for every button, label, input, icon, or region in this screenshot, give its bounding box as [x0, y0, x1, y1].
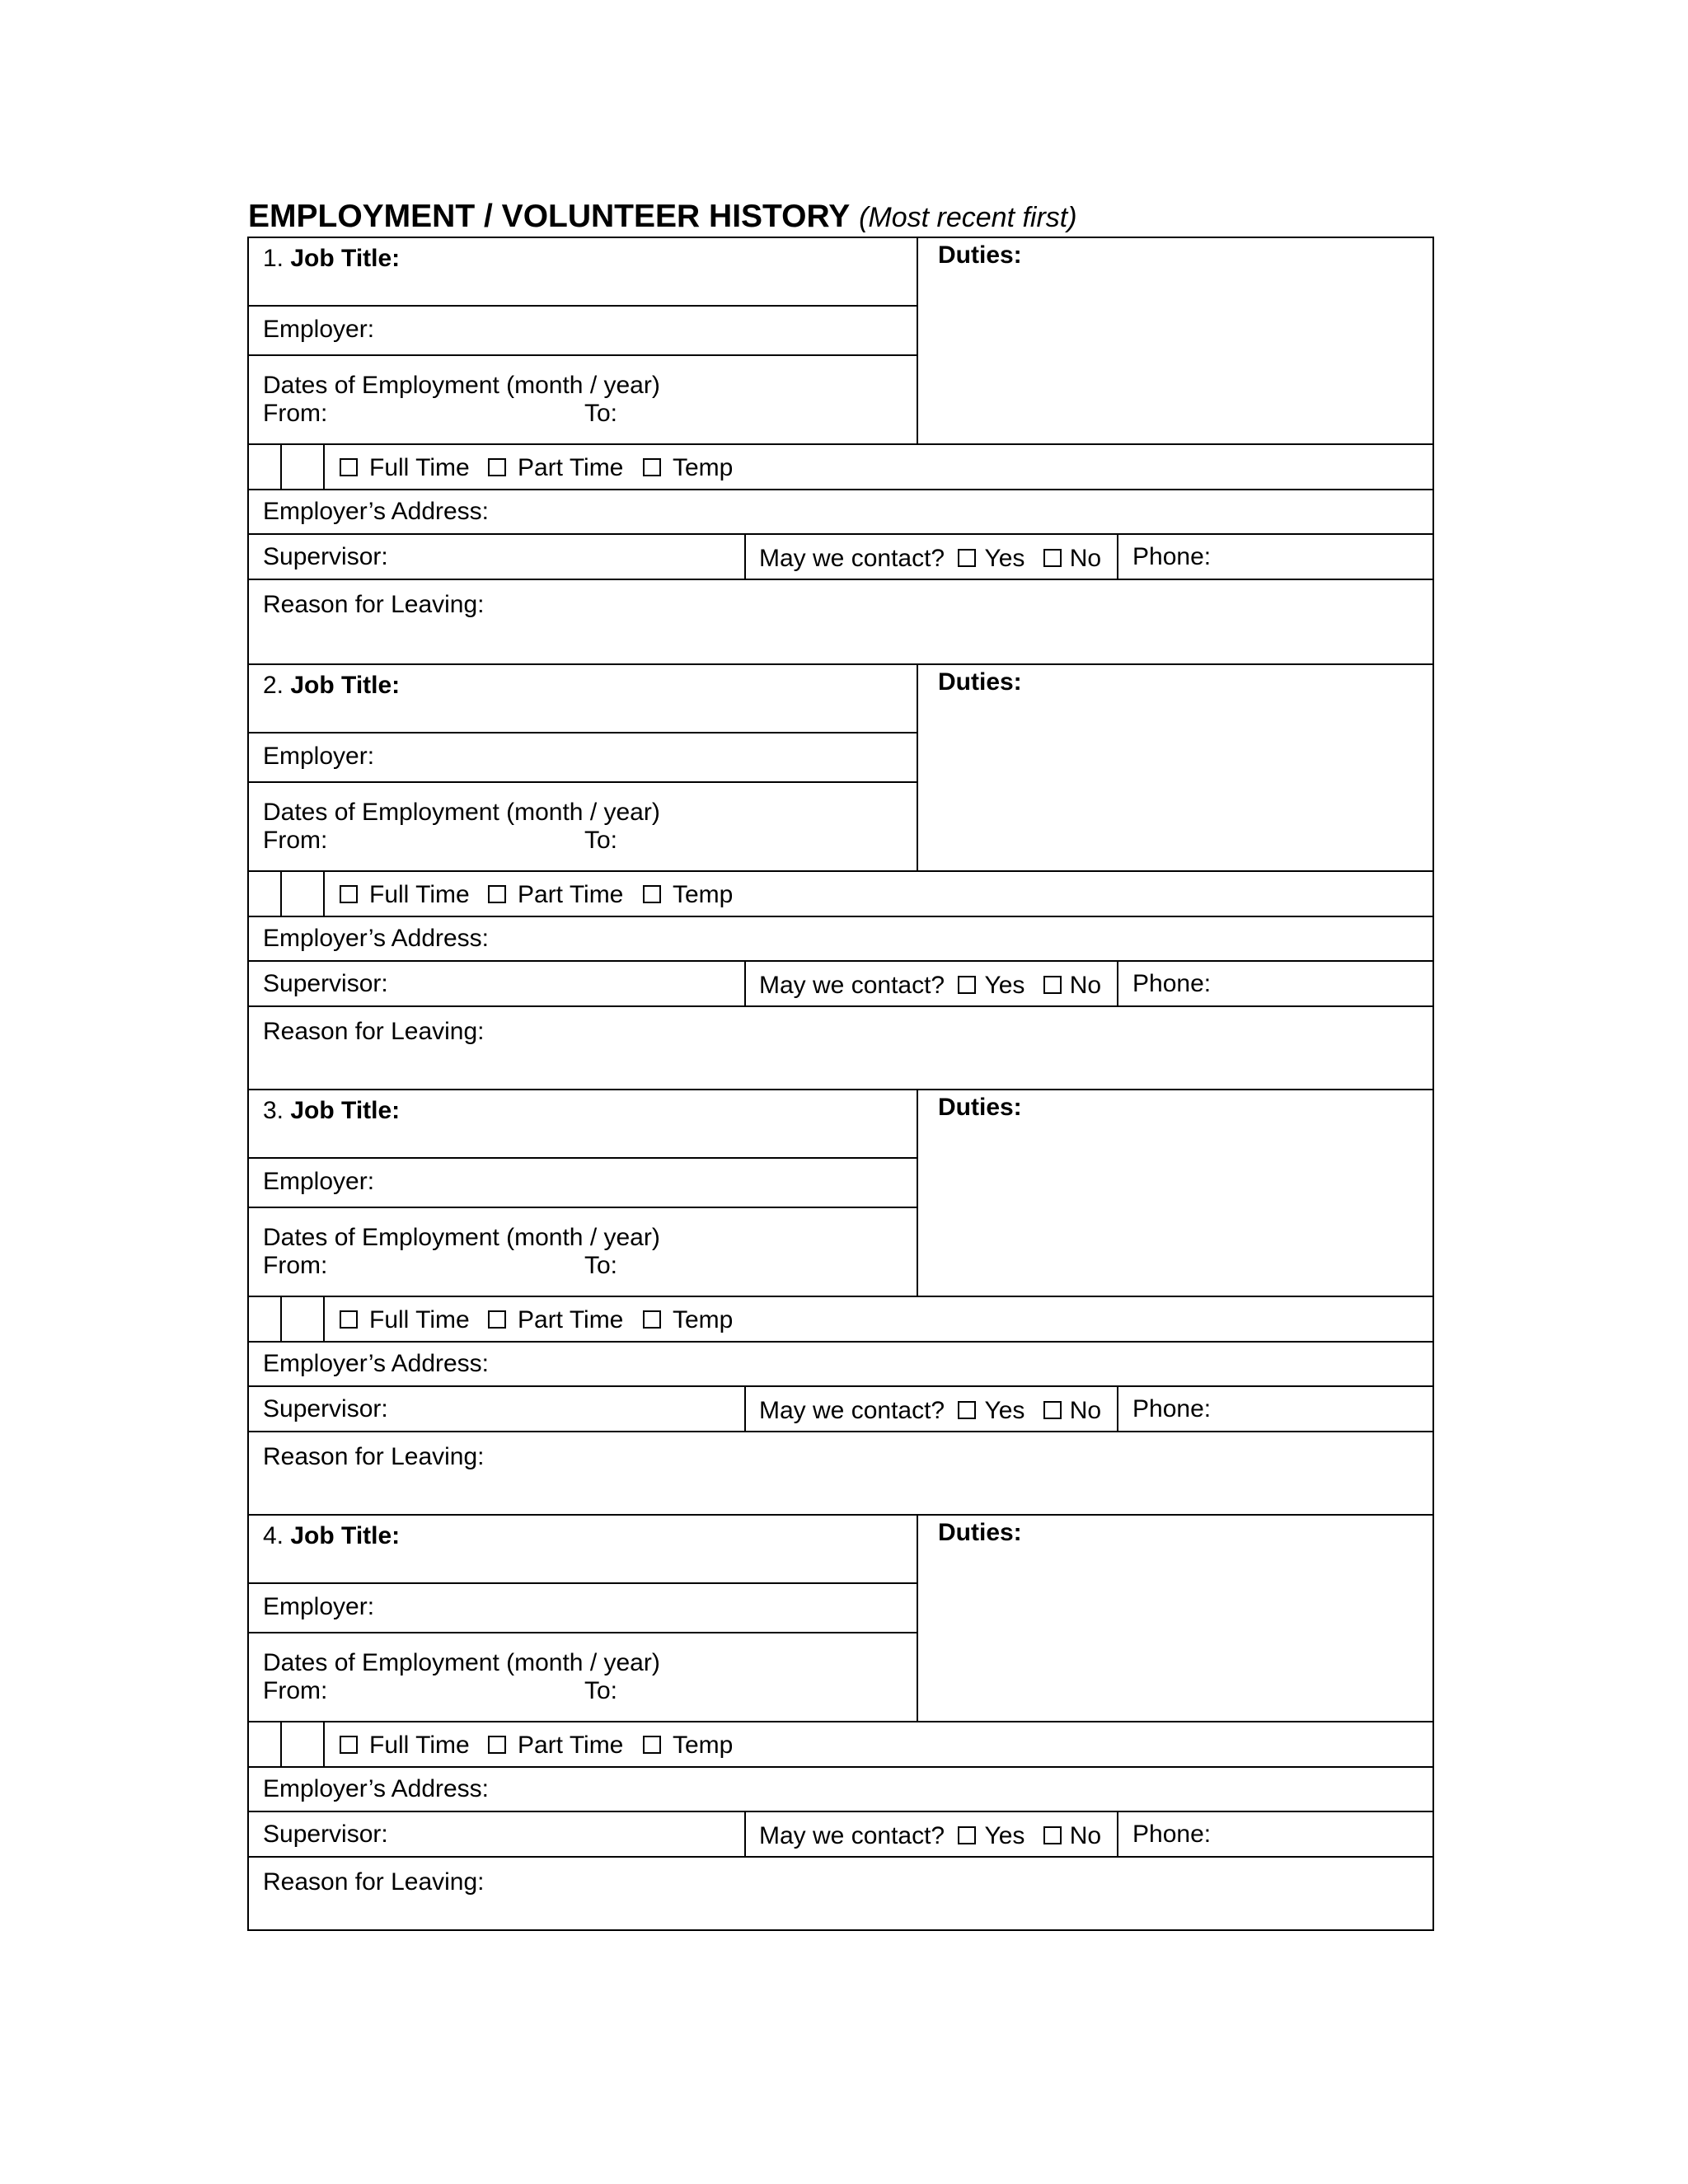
job-title-text: Job Title: — [290, 1097, 401, 1124]
may-contact-label: May we contact? — [759, 972, 945, 999]
full-time-checkbox[interactable] — [340, 885, 358, 903]
employer-address-label[interactable]: Employer’s Address: — [263, 1350, 490, 1377]
temp-checkbox[interactable] — [643, 885, 661, 903]
phone-label[interactable]: Phone: — [1132, 970, 1212, 997]
contact-no-label: No — [1069, 972, 1102, 999]
to-label[interactable]: To: — [584, 827, 618, 854]
part-time-option[interactable] — [488, 1732, 623, 1760]
contact-no-checkbox[interactable] — [1043, 549, 1062, 567]
part-time-checkbox[interactable] — [488, 458, 506, 476]
contact-yes-label: Yes — [984, 972, 1025, 999]
reason-for-leaving-label[interactable]: Reason for Leaving: — [263, 1868, 485, 1896]
part-time-checkbox[interactable] — [488, 1310, 506, 1329]
supervisor-label[interactable]: Supervisor: — [263, 1821, 388, 1848]
full-time-checkbox[interactable] — [340, 1736, 358, 1754]
job-title-label[interactable] — [263, 1097, 400, 1125]
from-label[interactable]: From: — [263, 1252, 328, 1279]
temp-checkbox[interactable] — [643, 1310, 661, 1329]
contact-permission — [759, 1822, 1101, 1850]
job-title-label[interactable] — [263, 672, 400, 700]
part-time-option[interactable] — [488, 881, 623, 909]
entry-number: 3. — [263, 1097, 284, 1124]
temp-checkbox[interactable] — [643, 458, 661, 476]
duties-label[interactable]: Duties: — [938, 1519, 1022, 1546]
contact-yes-label: Yes — [984, 1397, 1025, 1424]
supervisor-label[interactable]: Supervisor: — [263, 543, 388, 570]
duties-label[interactable]: Duties: — [938, 668, 1022, 696]
contact-permission — [759, 1397, 1101, 1425]
full-time-label: Full Time — [369, 881, 470, 908]
contact-yes-checkbox[interactable] — [958, 1826, 976, 1844]
reason-for-leaving-label[interactable]: Reason for Leaving: — [263, 1443, 485, 1470]
phone-label[interactable]: Phone: — [1132, 543, 1212, 570]
duties-label[interactable]: Duties: — [938, 1094, 1022, 1121]
entry-number: 1. — [263, 245, 284, 272]
dates-label: Dates of Employment (month / year) — [263, 799, 660, 826]
contact-permission — [759, 972, 1101, 1000]
full-time-option[interactable] — [340, 454, 470, 482]
job-entry-2 — [249, 663, 1432, 1089]
from-label[interactable]: From: — [263, 1677, 328, 1704]
contact-yes-checkbox[interactable] — [958, 976, 976, 994]
full-time-checkbox[interactable] — [340, 458, 358, 476]
reason-for-leaving-label[interactable]: Reason for Leaving: — [263, 1018, 485, 1045]
contact-no-checkbox[interactable] — [1043, 1401, 1062, 1419]
entry-number: 2. — [263, 672, 284, 699]
may-contact-label: May we contact? — [759, 1822, 945, 1849]
supervisor-label[interactable]: Supervisor: — [263, 970, 388, 997]
job-title-text: Job Title: — [290, 672, 401, 699]
job-entry-1 — [249, 238, 1432, 663]
may-contact-label: May we contact? — [759, 1397, 945, 1424]
part-time-checkbox[interactable] — [488, 1736, 506, 1754]
reason-for-leaving-label[interactable]: Reason for Leaving: — [263, 591, 485, 618]
contact-yes-label: Yes — [984, 545, 1025, 572]
from-label[interactable]: From: — [263, 827, 328, 854]
contact-yes-checkbox[interactable] — [958, 1401, 976, 1419]
job-title-text: Job Title: — [290, 1522, 401, 1549]
part-time-label: Part Time — [518, 454, 624, 481]
dates-label: Dates of Employment (month / year) — [263, 372, 660, 399]
dates-label: Dates of Employment (month / year) — [263, 1649, 660, 1676]
phone-label[interactable]: Phone: — [1132, 1821, 1212, 1848]
full-time-option[interactable] — [340, 1732, 470, 1760]
contact-no-label: No — [1069, 545, 1102, 572]
full-time-label: Full Time — [369, 1732, 470, 1759]
full-time-label: Full Time — [369, 1306, 470, 1333]
employer-address-label[interactable]: Employer’s Address: — [263, 498, 490, 525]
employer-label[interactable]: Employer: — [263, 316, 375, 343]
entry-number: 4. — [263, 1522, 284, 1549]
contact-permission — [759, 545, 1101, 573]
employer-label[interactable]: Employer: — [263, 743, 375, 770]
to-label[interactable]: To: — [584, 400, 618, 427]
employer-address-label[interactable]: Employer’s Address: — [263, 1775, 490, 1802]
part-time-option[interactable] — [488, 454, 623, 482]
title-subtitle: (Most recent first) — [859, 202, 1077, 233]
part-time-label: Part Time — [518, 881, 624, 908]
part-time-label: Part Time — [518, 1732, 624, 1759]
contact-no-label: No — [1069, 1822, 1102, 1849]
supervisor-label[interactable]: Supervisor: — [263, 1395, 388, 1422]
employment-history-table — [247, 237, 1434, 1931]
temp-option[interactable] — [643, 454, 733, 482]
part-time-option[interactable] — [488, 1306, 623, 1334]
job-title-label[interactable] — [263, 1522, 400, 1550]
to-label[interactable]: To: — [584, 1252, 618, 1279]
job-entry-3 — [249, 1089, 1432, 1514]
temp-label: Temp — [673, 454, 734, 481]
contact-no-checkbox[interactable] — [1043, 976, 1062, 994]
part-time-checkbox[interactable] — [488, 885, 506, 903]
contact-yes-label: Yes — [984, 1822, 1025, 1849]
dates-label: Dates of Employment (month / year) — [263, 1224, 660, 1251]
full-time-option[interactable] — [340, 1306, 470, 1334]
page-title — [248, 198, 1077, 237]
employer-label[interactable]: Employer: — [263, 1168, 375, 1195]
title-main: EMPLOYMENT / VOLUNTEER HISTORY — [248, 199, 851, 234]
full-time-label: Full Time — [369, 454, 470, 481]
temp-label: Temp — [673, 1732, 734, 1759]
full-time-option[interactable] — [340, 881, 470, 909]
temp-option[interactable] — [643, 881, 733, 909]
employer-label[interactable]: Employer: — [263, 1593, 375, 1620]
may-contact-label: May we contact? — [759, 545, 945, 572]
part-time-label: Part Time — [518, 1306, 624, 1333]
from-label[interactable]: From: — [263, 400, 328, 427]
temp-label: Temp — [673, 881, 734, 908]
contact-yes-checkbox[interactable] — [958, 549, 976, 567]
job-title-text: Job Title: — [290, 245, 401, 272]
temp-option[interactable] — [643, 1306, 733, 1334]
phone-label[interactable]: Phone: — [1132, 1395, 1212, 1422]
temp-label: Temp — [673, 1306, 734, 1333]
temp-checkbox[interactable] — [643, 1736, 661, 1754]
job-title-label[interactable] — [263, 245, 400, 273]
job-entry-4 — [249, 1514, 1432, 1939]
duties-label[interactable]: Duties: — [938, 241, 1022, 269]
employer-address-label[interactable]: Employer’s Address: — [263, 925, 490, 952]
contact-no-label: No — [1069, 1397, 1102, 1424]
temp-option[interactable] — [643, 1732, 733, 1760]
contact-no-checkbox[interactable] — [1043, 1826, 1062, 1844]
full-time-checkbox[interactable] — [340, 1310, 358, 1329]
to-label[interactable]: To: — [584, 1677, 618, 1704]
